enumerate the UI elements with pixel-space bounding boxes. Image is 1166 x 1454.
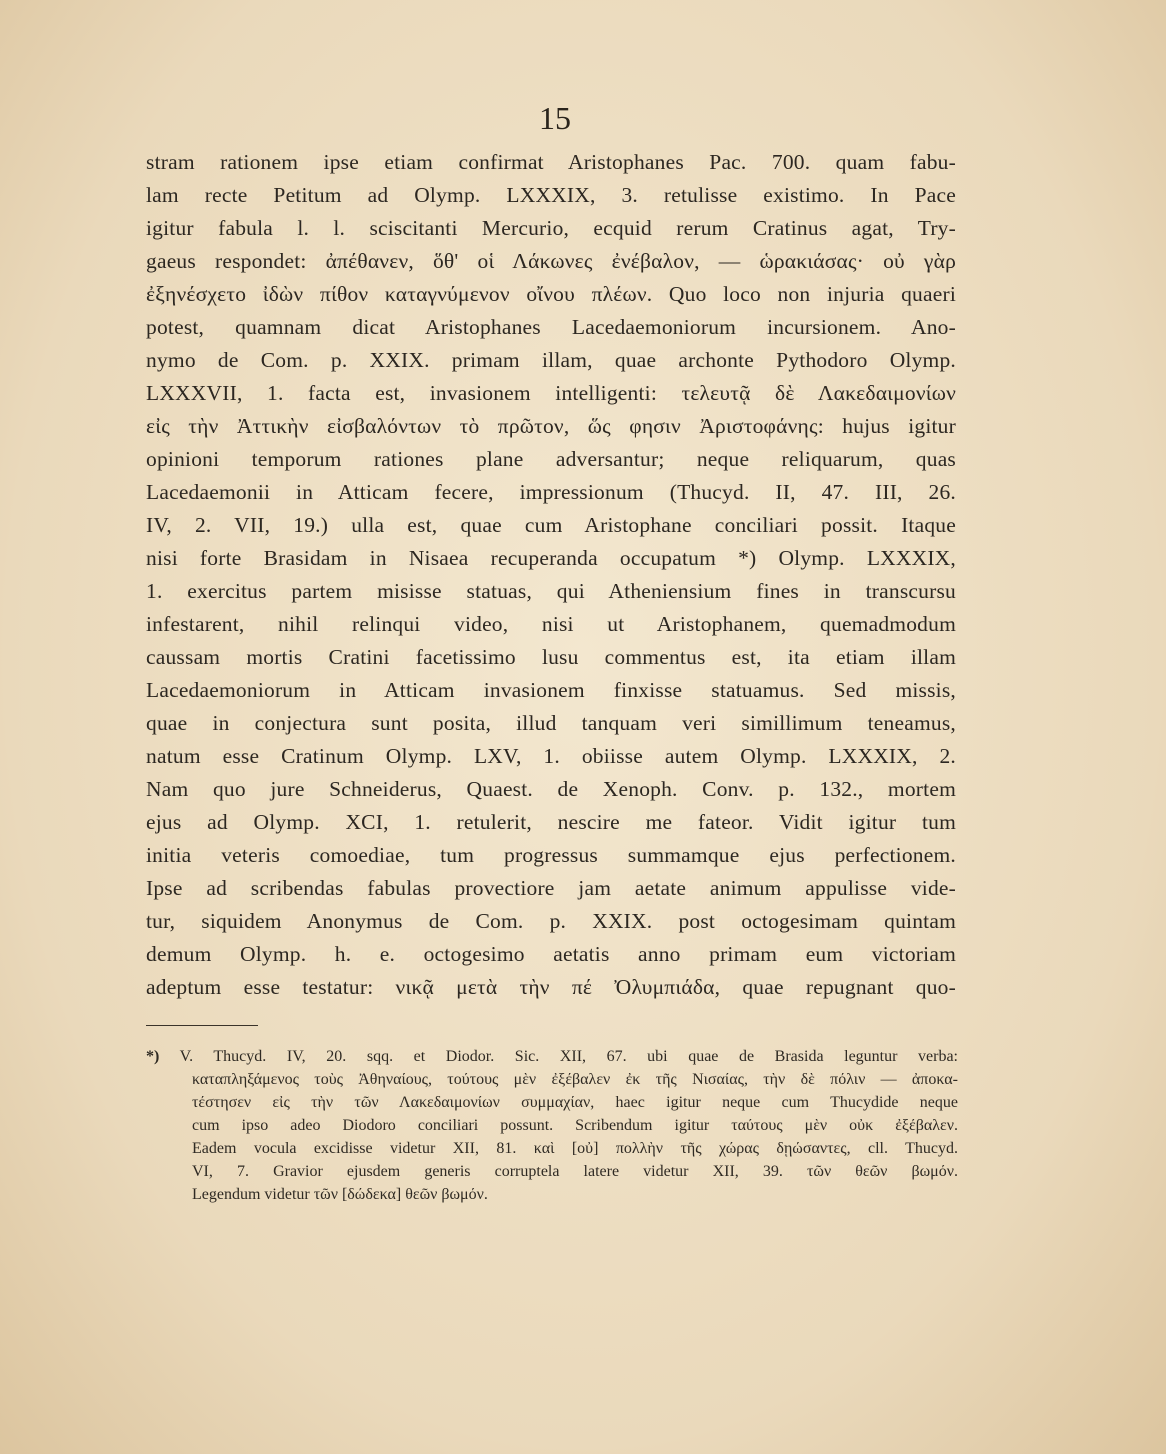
footnote-marker: *): [146, 1048, 160, 1065]
text-line: 1. exercitus partem misisse statuas, qui Atheniensium fines in transcursu: [146, 579, 956, 603]
text-line: opinioni temporum rationes plane adversantur; neque reliquarum, quas: [146, 447, 956, 471]
text-line: nymo de Com. p. XXIX. primam illam, quae archonte Pythodoro Olymp.: [146, 348, 956, 372]
footnote-line: [146, 1045, 958, 1068]
text-line: LXXXVII, 1. facta est, invasionem intelligenti: τελευτᾷ δὲ Λακεδαιμονίων: [146, 381, 956, 405]
text-line: potest, quamnam dicat Aristophanes Lacedaemoniorum incursionem. Ano-: [146, 315, 956, 339]
text-line: Ipse ad scribendas fabulas provectiore jam aetate animum appulisse vide-: [146, 876, 956, 900]
text-line: tur, siquidem Anonymus de Com. p. XXIX. post octogesimam quintam: [146, 909, 956, 933]
text-line: Nam quo jure Schneiderus, Quaest. de Xenoph. Conv. p. 132., mortem: [146, 777, 956, 801]
text-line: caussam mortis Cratini facetissimo lusu commentus est, ita etiam illam: [146, 645, 956, 669]
footnote-line: Eadem vocula excidisse videtur XII, 81. καὶ [οὐ] πολλὴν τῆς χώρας δῃώσαντες, cll. Thucyd.: [192, 1140, 958, 1157]
footnote-line: τέστησεν εἰς τὴν τῶν Λακεδαιμονίων συμμαχίαν, haec igitur neque cum Thucydide neque: [192, 1094, 958, 1111]
text-line: IV, 2. VII, 19.) ulla est, quae cum Aristophane conciliari possit. Itaque: [146, 513, 956, 537]
footnote-line: καταπληξάμενος τοὺς Ἀθηναίους, τούτους μὲν ἐξέβαλεν ἐκ τῆς Νισαίας, τὴν δὲ πόλιν — ἀποκα-: [192, 1071, 958, 1088]
footnote: [146, 1045, 958, 1206]
text-line: ejus ad Olymp. XCI, 1. retulerit, nescire me fateor. Vidit igitur tum: [146, 810, 956, 834]
text-line: stram rationem ipse etiam confirmat Aristophanes Pac. 700. quam fabu-: [146, 150, 956, 174]
text-line: natum esse Cratinum Olymp. LXV, 1. obiisse autem Olymp. LXXXIX, 2.: [146, 744, 956, 768]
text-line: εἰς τὴν Ἀττικὴν εἰσβαλόντων τὸ πρῶτον, ὥς φησιν Ἀριστοφάνης: hujus igitur: [146, 414, 956, 438]
text-line: igitur fabula l. l. sciscitanti Mercurio, ecquid rerum Cratinus agat, Try-: [146, 216, 956, 240]
text-line: adeptum esse testatur: νικᾷ μετὰ τὴν πέ Ὀλυμπιάδα, quae repugnant quo-: [146, 975, 956, 999]
text-line: quae in conjectura sunt posita, illud tanquam veri simillimum teneamus,: [146, 711, 956, 735]
page-number: 15: [539, 100, 571, 136]
footnote-text: V. Thucyd. IV, 20. sqq. et Diodor. Sic. XII, 67. ubi quae de Brasida leguntur verba:: [179, 1048, 958, 1065]
text-line: initia veteris comoediae, tum progressus summamque ejus perfectionem.: [146, 843, 956, 867]
text-line: Lacedaemonii in Atticam fecere, impressionum (Thucyd. II, 47. III, 26.: [146, 480, 956, 504]
text-line: nisi forte Brasidam in Nisaea recuperanda occupatum *) Olymp. LXXXIX,: [146, 546, 956, 570]
text-line: Lacedaemoniorum in Atticam invasionem finxisse statuamus. Sed missis,: [146, 678, 956, 702]
text-line: lam recte Petitum ad Olymp. LXXXIX, 3. retulisse existimo. In Pace: [146, 183, 956, 207]
text-line: gaeus respondet: ἀπέθανεν, ὅθ' οἱ Λάκωνες ἐνέβαλον, — ὡρακιάσας· οὐ γὰρ: [146, 249, 956, 273]
footnote-line: VI, 7. Gravior ejusdem generis corruptela latere videtur XII, 39. τῶν θεῶν βωμόν.: [192, 1163, 958, 1180]
text-line: demum Olymp. h. e. octogesimo aetatis anno primam eum victoriam: [146, 942, 956, 966]
main-text: [146, 146, 956, 1004]
footnote-divider: [146, 1025, 258, 1026]
text-line: infestarent, nihil relinqui video, nisi ut Aristophanem, quemadmodum: [146, 612, 956, 636]
footnote-line: cum ipso adeo Diodoro conciliari possunt. Scribendum igitur ταύτους μὲν οὐκ ἐξέβαλεν.: [192, 1117, 958, 1134]
text-line: ἐξηνέσχετο ἰδὼν πίθον καταγνύμενον οἴνου πλέων. Quo loco non injuria quaeri: [146, 282, 956, 306]
footnote-line: Legendum videtur τῶν [δώδεκα] θεῶν βωμόν.: [192, 1186, 488, 1203]
